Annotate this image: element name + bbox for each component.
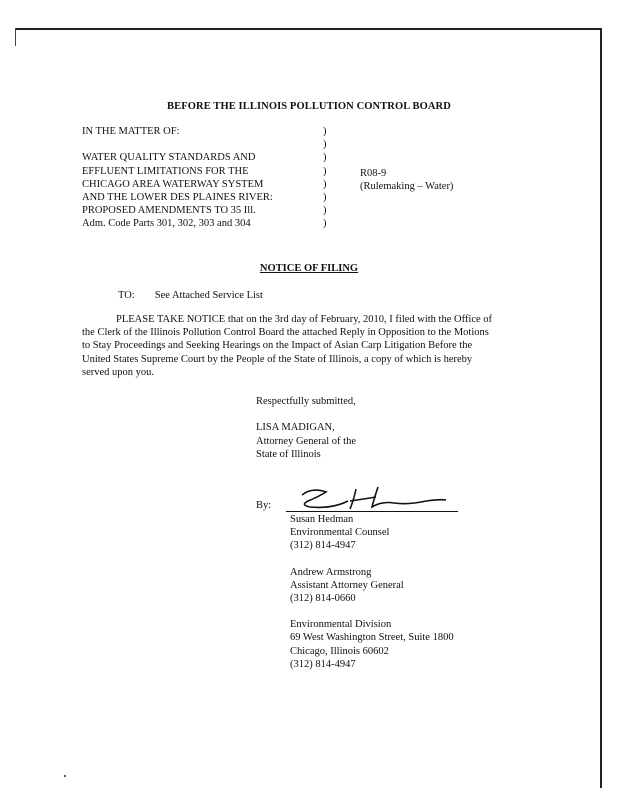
paren: ) [323, 191, 327, 203]
docket-type: (Rulemaking – Water) [360, 181, 454, 193]
second-title: Assistant Attorney General [290, 579, 404, 591]
to-line [118, 289, 263, 302]
second-name: Andrew Armstrong [290, 566, 372, 578]
docket-number: R08-9 [360, 168, 387, 179]
handwritten-signature [290, 483, 460, 513]
caption-line: AND THE LOWER DES PLAINES RIVER: [82, 191, 273, 203]
division-name: Environmental Division [290, 619, 392, 631]
caption-line: CHICAGO AREA WATERWAY SYSTEM [82, 178, 264, 190]
scan-border-right [600, 28, 602, 788]
body-line: PLEASE TAKE NOTICE that on the 3rd day of February, 2010, I filed with the Office of [116, 314, 493, 325]
to-label: TO: [118, 290, 135, 301]
notice-title: NOTICE OF FILING [259, 263, 359, 274]
scan-border-top [16, 28, 601, 30]
caption-parentheses [323, 125, 327, 231]
scan-speck [64, 775, 66, 777]
signature-block [256, 395, 356, 461]
second-phone: (312) 814-0660 [290, 592, 356, 604]
to-value: See Attached Service List [154, 290, 263, 301]
body-line: served upon you. [82, 366, 155, 378]
notice-body [82, 313, 532, 379]
division-phone: (312) 814-4947 [290, 658, 356, 670]
body-line: United States Supreme Court by the People of the State of Illinois, a copy of which is hereby [82, 353, 473, 365]
caption-line: Adm. Code Parts 301, 302, 303 and 304 [82, 218, 251, 230]
paren: ) [323, 205, 327, 217]
division-city: Chicago, Illinois 60602 [290, 645, 389, 657]
caption-line: EFFLUENT LIMITATIONS FOR THE [82, 165, 249, 177]
signature-line [286, 511, 458, 512]
body-line: to Stay Proceedings and Seeking Hearings on the Impact of Asian Carp Litigation Before the [82, 340, 473, 352]
caption-line: WATER QUALITY STANDARDS AND [82, 152, 256, 164]
contacts [290, 513, 454, 671]
attorney-title: State of Illinois [256, 448, 321, 460]
docket-block [360, 167, 453, 193]
caption-line: PROPOSED AMENDMENTS TO 35 Ill. [82, 205, 256, 217]
body-line: the Clerk of the Illinois Pollution Control Board the attached Reply in Opposition to the Motions [82, 327, 489, 339]
paren: ) [323, 139, 327, 151]
paren: ) [323, 218, 327, 230]
attorney-title: Attorney General of the [256, 435, 357, 447]
division-street: 69 West Washington Street, Suite 1800 [290, 632, 454, 644]
attorney-name: LISA MADIGAN, [256, 422, 335, 434]
closing: Respectfully submitted, [256, 396, 356, 407]
scan-border-left [15, 28, 16, 46]
paren: ) [323, 178, 327, 190]
signer-name: Susan Hedman [290, 514, 354, 525]
paren: ) [323, 165, 327, 177]
paren: ) [323, 126, 327, 137]
case-caption [82, 125, 322, 231]
page-title: BEFORE THE ILLINOIS POLLUTION CONTROL BOARD [167, 101, 451, 112]
signer-title: Environmental Counsel [290, 527, 390, 539]
signer-phone: (312) 814-4947 [290, 540, 356, 552]
by-label: By: [256, 500, 272, 511]
paren: ) [323, 152, 327, 164]
caption-label: IN THE MATTER OF: [82, 126, 180, 137]
